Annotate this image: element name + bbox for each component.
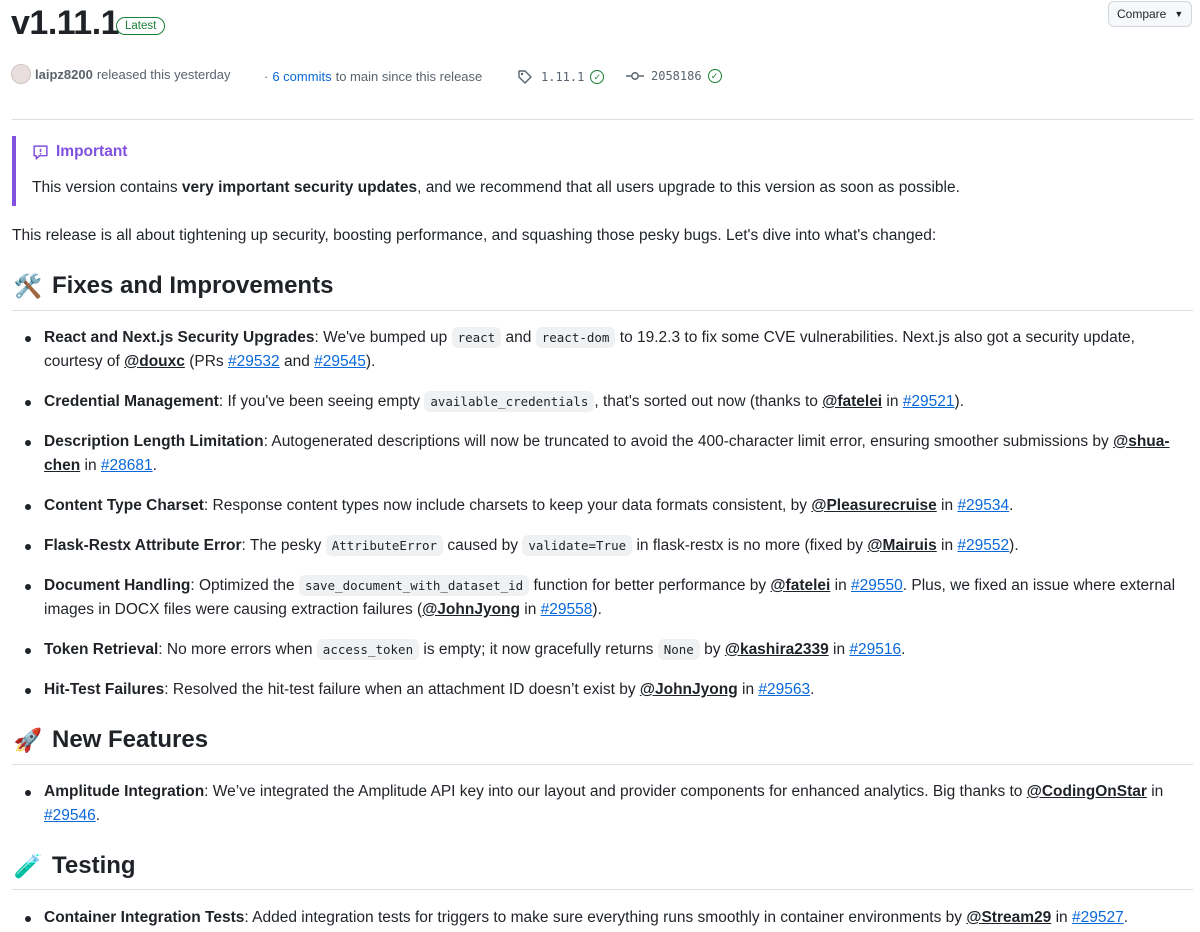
list-item: Amplitude Integration: We’ve integrated the Amplitude API key into our layout and provider components for enhanced analytics. Big thanks to @CodingOnStar in #29546.	[44, 780, 1194, 828]
released-text: released this yesterday	[96, 66, 231, 82]
intro-text: This release is all about tightening up security, boosting performance, and squashing those pesky bugs. Let's dive into what's changed:	[12, 227, 937, 244]
test-tube-icon: 🧪	[13, 852, 43, 879]
pr-link[interactable]: #29550	[851, 577, 903, 594]
compare-button[interactable]	[1108, 1, 1192, 27]
author-link[interactable]: laipz8200	[35, 66, 93, 82]
divider	[12, 119, 1193, 120]
report-icon	[32, 144, 49, 161]
divider	[12, 764, 1193, 765]
tag-info	[517, 69, 604, 85]
list-item: Flask-Restx Attribute Error: The pesky AttributeError caused by validate=True in flask-restx is no more (fixed by @Mairuis in #29552).	[44, 534, 1194, 558]
commits-info	[264, 69, 482, 84]
pr-link[interactable]: #29563	[758, 681, 811, 698]
user-mention[interactable]: @kashira2339	[724, 641, 829, 658]
section-title: New Features	[52, 726, 209, 753]
divider	[12, 889, 1193, 890]
pr-link[interactable]: #29516	[849, 641, 902, 658]
commit-link[interactable]: 2058186	[651, 69, 702, 83]
pr-link[interactable]: #29532	[227, 353, 280, 370]
commits-suffix: to main since this release	[335, 69, 483, 84]
list-item: Credential Management: If you've been seeing empty available_credentials , that's sorted out now (thanks to @fatelei in #29521).	[44, 390, 1194, 414]
section-title: Fixes and Improvements	[52, 272, 334, 299]
section-heading-fixes	[12, 272, 333, 300]
alert-title-text: Important	[56, 143, 128, 160]
pr-link[interactable]: #29521	[902, 393, 955, 410]
list-item: Token Retrieval: No more errors when access_token is empty; it now gracefully returns None by @kashira2339 in #29516.	[44, 638, 1194, 662]
list-item: Document Handling: Optimized the save_document_with_dataset_id function for better performance by @fatelei in #29550. Plus, we fixed an issue where external images in DOCX files were causing extraction failures (@JohnJyong in #29558).	[44, 574, 1194, 622]
list-item: Description Length Limitation: Autogenerated descriptions will now be truncated to avoid the 400-character limit error, ensuring smoother submissions by @shua-chen in #28681.	[44, 430, 1194, 478]
avatar[interactable]	[11, 64, 31, 84]
pr-link[interactable]: #28681	[100, 457, 153, 474]
section-title: Testing	[52, 852, 136, 879]
pr-link[interactable]: #29527	[1071, 909, 1124, 926]
alert-body: This version contains very important security updates, and we recommend that all users upgrade to this version as soon as possible.	[32, 179, 960, 196]
latest-badge: Latest	[116, 17, 165, 35]
pr-link[interactable]: #29552	[957, 537, 1010, 554]
list-item: React and Next.js Security Upgrades: We've bumped up react and react-dom to 19.2.3 to fix some CVE vulnerabilities. Next.js also got a security update, courtesy of @douxc (PRs #29532 and #29545).	[44, 326, 1194, 374]
pr-link[interactable]: #29545	[314, 353, 366, 370]
tag-link[interactable]: 1.11.1	[541, 70, 585, 84]
pr-link[interactable]: #29546	[44, 807, 96, 824]
list-item: Container Integration Tests: Added integration tests for triggers to make sure everything runs smoothly in container environments by @Stream29 in #29527.	[44, 906, 1194, 930]
divider	[12, 310, 1193, 311]
commit-icon	[626, 69, 644, 83]
commits-link[interactable]: 6 commits	[272, 69, 332, 84]
section-heading-features	[12, 726, 208, 754]
user-mention[interactable]: @CodingOnStar	[1026, 783, 1147, 800]
user-mention[interactable]: @fatelei	[822, 393, 883, 410]
verified-check-icon: ✓	[708, 69, 722, 83]
dot-separator: ·	[264, 69, 269, 84]
caret-down-icon: ▼	[1174, 9, 1184, 19]
release-author	[11, 64, 231, 84]
tag-icon	[517, 69, 533, 85]
user-mention[interactable]: @JohnJyong	[422, 601, 520, 618]
user-mention[interactable]: @fatelei	[770, 577, 831, 594]
list-item: Hit-Test Failures: Resolved the hit-test failure when an attachment ID doesn’t exist by @JohnJyong in #29563.	[44, 678, 1194, 702]
pr-link[interactable]: #29558	[540, 601, 593, 618]
release-title: v1.11.1	[11, 4, 120, 42]
list-item: Content Type Charset: Response content types now include charsets to keep your data formats consistent, by @Pleasurecruise in #29534.	[44, 494, 1194, 518]
user-mention[interactable]: @shua-chen	[44, 433, 1170, 474]
user-mention[interactable]: @douxc	[124, 353, 185, 370]
compare-label: Compare	[1117, 7, 1167, 21]
user-mention[interactable]: @JohnJyong	[639, 681, 738, 698]
verified-check-icon: ✓	[590, 70, 604, 84]
user-mention[interactable]: @Stream29	[966, 909, 1052, 926]
important-alert	[12, 136, 1176, 206]
tools-icon: 🛠️	[13, 272, 43, 299]
alert-title	[32, 143, 127, 161]
section-heading-testing	[12, 852, 136, 880]
pr-link[interactable]: #29534	[957, 497, 1010, 514]
commit-info	[626, 69, 722, 83]
user-mention[interactable]: @Mairuis	[867, 537, 937, 554]
user-mention[interactable]: @Pleasurecruise	[811, 497, 937, 514]
rocket-icon: 🚀	[13, 726, 43, 753]
